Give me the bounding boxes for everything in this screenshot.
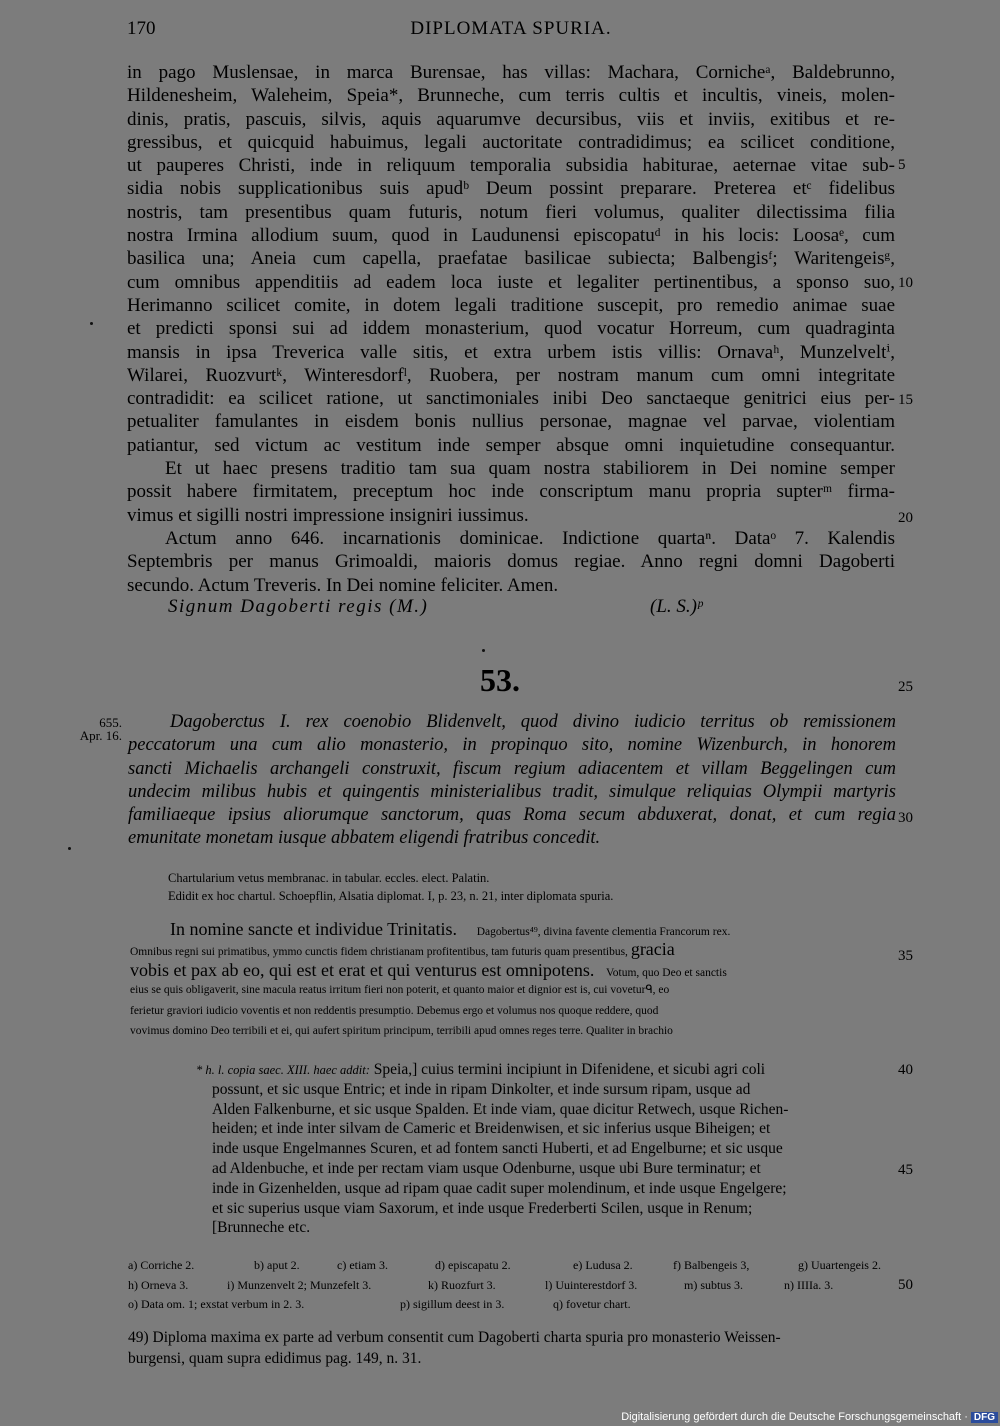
line-number: 20 — [898, 510, 913, 526]
text-line: Herimanno scilicet comite, in dotem legali traditione suscepit, pro remedio animae suae — [127, 294, 895, 316]
source-note: Chartularium vetus membranac. in tabular. eccles. elect. Palatin. — [168, 871, 490, 885]
text-line: et predicti sponsi sui ad iddem monasterium, quod vocatur Horreum, cum quadraginta — [127, 318, 895, 340]
top-text-block — [127, 61, 895, 597]
regest-line: undecim milibus hubis et quingentis ministerialibus tradit, simulque reliquias Olympii martyris — [128, 781, 896, 802]
variant-note: d) episcapatu 2. — [435, 1258, 511, 1272]
text-line: petualiter famulantes in eisdem bonis nullius personae, magnae vel parvae, violentiam — [127, 411, 895, 433]
variant-note: c) etiam 3. — [337, 1258, 388, 1272]
footnote-lead: * h. l. copia saec. XIII. haec addit: — [196, 1063, 370, 1077]
charter-line: eius se quis obligaverit, sine macula reatus irritum fieri non poterit, et quanto maior et dignior est is, cui voveturᑫ, eo — [130, 984, 670, 997]
variant-note: o) Data om. 1; exstat verbum in 2. 3. — [128, 1297, 305, 1312]
footnote-line — [196, 1060, 896, 1080]
variant-note: q) fovetur chart. — [553, 1297, 631, 1312]
variant-note: b) aput 2. — [254, 1258, 300, 1272]
footnote-line: ad Aldenbuche, et inde per rectam viam usque Odenburne, usque ubi Bure terminatur; et — [212, 1159, 761, 1177]
dfg-logo: DFG — [971, 1412, 998, 1423]
variant-note: k) Ruozfurt 3. — [428, 1277, 496, 1292]
variant-note: m) subtus 3. — [684, 1277, 744, 1292]
text-line: gressibus, et quicquid habuimus, legali auctoritate contradidimus; ea scilicet conditione, — [127, 131, 895, 153]
margin-date — [76, 716, 122, 742]
print-speck — [68, 847, 71, 850]
variant-note: h) Orneva 3. — [128, 1277, 189, 1292]
regest-line: sancti Michaelis archangeli construxit, fiscum regium adiacentem et villam Beggelingen cum — [128, 758, 896, 779]
variant-row — [128, 1256, 898, 1276]
variant-note: i) Munzenvelt 2; Munzefelt 3. — [227, 1277, 372, 1292]
line-number: 5 — [898, 157, 906, 173]
line-number: 15 — [898, 392, 913, 408]
charter-line: vovimus domino Deo terribili et ei, qui aufert spiritum principum, terribili apud omnes reges terre. Qualiter in brachio — [130, 1024, 673, 1037]
text-line: sidia nobis supplicationibus suis apudᵇ Deum possint preparare. Preterea etᶜ fidelibus — [127, 178, 895, 200]
text-line: basilica una; Aneia cum capella, praefatae basilicae subiecta; Balbengisᶠ; Waritengeisᵍ, — [127, 248, 895, 270]
signature-line: Signum Dagoberti regis (M.) — [168, 596, 429, 617]
line-number: 35 — [898, 948, 913, 964]
regest-block — [128, 711, 896, 851]
page-header — [127, 18, 895, 46]
line-number: 10 — [898, 275, 913, 291]
regest-line: peccatorum una cum alio monasterio, in propinquo sito, nomine Wizenburch, in honorem — [128, 735, 896, 756]
footnote-line: inde usque Engelmannes Scuren, et ad fontem sancti Huberti, et ad Engelburne; et sic usque — [212, 1140, 783, 1158]
text-line: Et ut haec presens traditio tam sua quam nostra stabiliorem in Dei nomine semper — [165, 458, 895, 480]
regest-line: emunitate monetam iusque abbatem eligendi fratribus concedit. — [128, 828, 601, 849]
variant-note: p) sigillum deest in 3. — [400, 1297, 505, 1312]
variant-note: g) Uuartengeis 2. — [798, 1258, 881, 1272]
charter-line: ferietur graviori iudicio voventis et non reddentis presumptio. Debemus ergo et volumus nos quoque reddere, quod — [130, 1004, 659, 1017]
variant-note: f) Balbengeis 3, — [673, 1258, 750, 1272]
dfg-credit-text: Digitalisierung gefördert durch die Deutsche Forschungsgemeinschaft · — [621, 1411, 968, 1423]
text-line: Hildenesheim, Waleheim, Speia*, Brunneche, cum terris cultis et incultis, vineis, molen- — [127, 85, 895, 107]
charter-line — [130, 960, 896, 980]
text-line: in pago Muslensae, in marca Burensae, has villas: Machara, Cornicheᵃ, Baldebrunno, — [127, 62, 895, 83]
text-line: patiantur, sed victum ac vestitum inde semper absque omni inquietudine consequantur. — [127, 434, 895, 456]
line-number: 30 — [898, 810, 913, 826]
regest-line: Dagoberctus I. rex coenobio Blidenvelt, quod divino iudicio territus ob remissionem — [170, 712, 896, 732]
note-line: 49) Diploma maxima ex parte ad verbum consentit cum Dagoberti charta spuria pro monasterio Weissen- — [128, 1329, 781, 1346]
margin-date-day: Apr. 16. — [79, 728, 122, 743]
dfg-credit — [621, 1411, 998, 1423]
note-line: burgensi, quam supra edidimus pag. 149, n. 31. — [128, 1350, 422, 1367]
variant-note: a) Corriche 2. — [128, 1258, 195, 1272]
text-line: Wilarei, Ruozvurtᵏ, Winteresdorfˡ, Ruobera, per nostram manum cum omni integritate — [127, 364, 895, 386]
footnote-line: heiden; et inde inter silvam de Cameric et Breidenwisen, et sic inferius usque Biheigen; et — [212, 1120, 771, 1138]
text-line: nostris, tam presentibus quam futuris, notum fieri volumus, qualiter dilectissima filia — [127, 201, 895, 223]
charter-span: vobis et pax ab eo, qui est et erat et qui venturus est omnipotens. — [130, 959, 595, 980]
footnote-line: [Brunneche etc. — [212, 1219, 311, 1237]
page-number: 170 — [127, 18, 156, 39]
seal-mark: (L. S.)ᵖ — [650, 596, 703, 617]
footnote-line: inde in Gizenhelden, usque ad ripam quae cadit super molendinum, et inde usque Engelgere; — [212, 1179, 787, 1197]
regest-line: familiaeque ipsius aliorumque sanctorum, quas Roma secum abduxerat, donat, et cum regia — [128, 805, 896, 826]
variant-row — [128, 1276, 898, 1296]
text-line: nostra Irmina allodium suum, quod in Laudunensi episcopatuᵈ in his locis: Loosaᵉ, cum — [127, 225, 895, 247]
margin-date-year: 655. — [99, 715, 122, 730]
charter-line — [130, 919, 896, 939]
charter-span: Omnibus regni sui primatibus, ymmo cunctis fidem christianam profitentibus, tam futuris quam presentibus, — [130, 946, 628, 959]
intitulatio: Dagobertus⁴⁹, divina favente clementia Francorum rex. — [476, 926, 731, 938]
variant-note: l) Uuinterestdorf 3. — [545, 1277, 638, 1292]
print-speck — [482, 649, 485, 652]
footnote-star — [196, 1060, 896, 1238]
text-line: secundo. Actum Treveris. In Dei nomine feliciter. Amen. — [127, 574, 559, 596]
variant-note: e) Ludusa 2. — [573, 1258, 633, 1272]
text-line: vimus et sigilli nostri impressione insigniri iussimus. — [127, 504, 529, 526]
charter-text — [130, 919, 896, 1041]
source-note: Edidit ex hoc chartul. Schoepflin, Alsatia diplomat. I, p. 23, n. 21, inter diplomata spuria. — [168, 889, 614, 903]
line-number: 40 — [898, 1062, 913, 1078]
text-line: cum omnibus appenditiis ad eadem loca iuste et legaliter pertinentibus, a sponso suo, — [127, 271, 895, 293]
footnote-line: et sic superius usque viam Saxorum, et inde usque Frederberti Scilen, usque in Renum; — [212, 1199, 753, 1217]
footnote-line: possunt, et sic usque Entric; et inde in ripam Dinkolter, et inde sursum ripam, usque ad — [212, 1080, 751, 1098]
line-number: 25 — [898, 679, 913, 695]
text-line: dinis, pratis, pascuis, silvis, aquis aquarumve decursibus, viis et inviis, exitibus et re- — [127, 108, 895, 130]
invocation: In nomine sancte et individue Trinitatis. — [170, 919, 457, 939]
document-number: 53. — [480, 662, 520, 698]
text-line: ut pauperes Christi, inde in reliquum temporalia subsidia habiturae, aeternae vitae sub- — [127, 155, 895, 177]
line-number: 45 — [898, 1162, 913, 1178]
variant-apparatus — [128, 1256, 898, 1315]
footnote-line: Alden Falkenburne, et sic usque Spalden. Et inde viam, quae dicitur Retwech, usque Richen- — [212, 1100, 789, 1118]
footnote-49 — [128, 1327, 898, 1369]
print-speck — [90, 322, 93, 325]
text-line: Septembris per manus Grimoaldi, maioris domus regiae. Anno regni domni Dagoberti — [127, 551, 895, 573]
variant-row — [128, 1295, 898, 1315]
variant-note: n) IIIIa. 3. — [784, 1277, 834, 1292]
charter-line — [130, 939, 896, 959]
text-line: possit habere firmitatem, preceptum hoc inde conscriptum manu propria supterᵐ firma- — [127, 481, 895, 503]
footnote-span: Speia,] cuius termini incipiunt in Difenidene, et sicubi agri coli — [373, 1061, 766, 1078]
charter-span: gracia — [630, 939, 675, 960]
text-line: Actum anno 646. incarnationis dominicae. Indictione quartaⁿ. Dataᵒ 7. Kalendis — [165, 527, 895, 549]
text-line: mansis in ipsa Treverica valle sitis, et extra urbem istis villis: Ornavaʰ, Munzelveltⁱ, — [127, 341, 895, 363]
charter-span: Votum, quo Deo et sanctis — [605, 966, 727, 979]
running-title: DIPLOMATA SPURIA. — [410, 18, 612, 39]
line-number: 50 — [898, 1277, 913, 1293]
text-line: contradidit: ea scilicet ratione, ut sanctimoniales inibi Deo sanctaeque genitrici eius per- — [127, 388, 895, 410]
